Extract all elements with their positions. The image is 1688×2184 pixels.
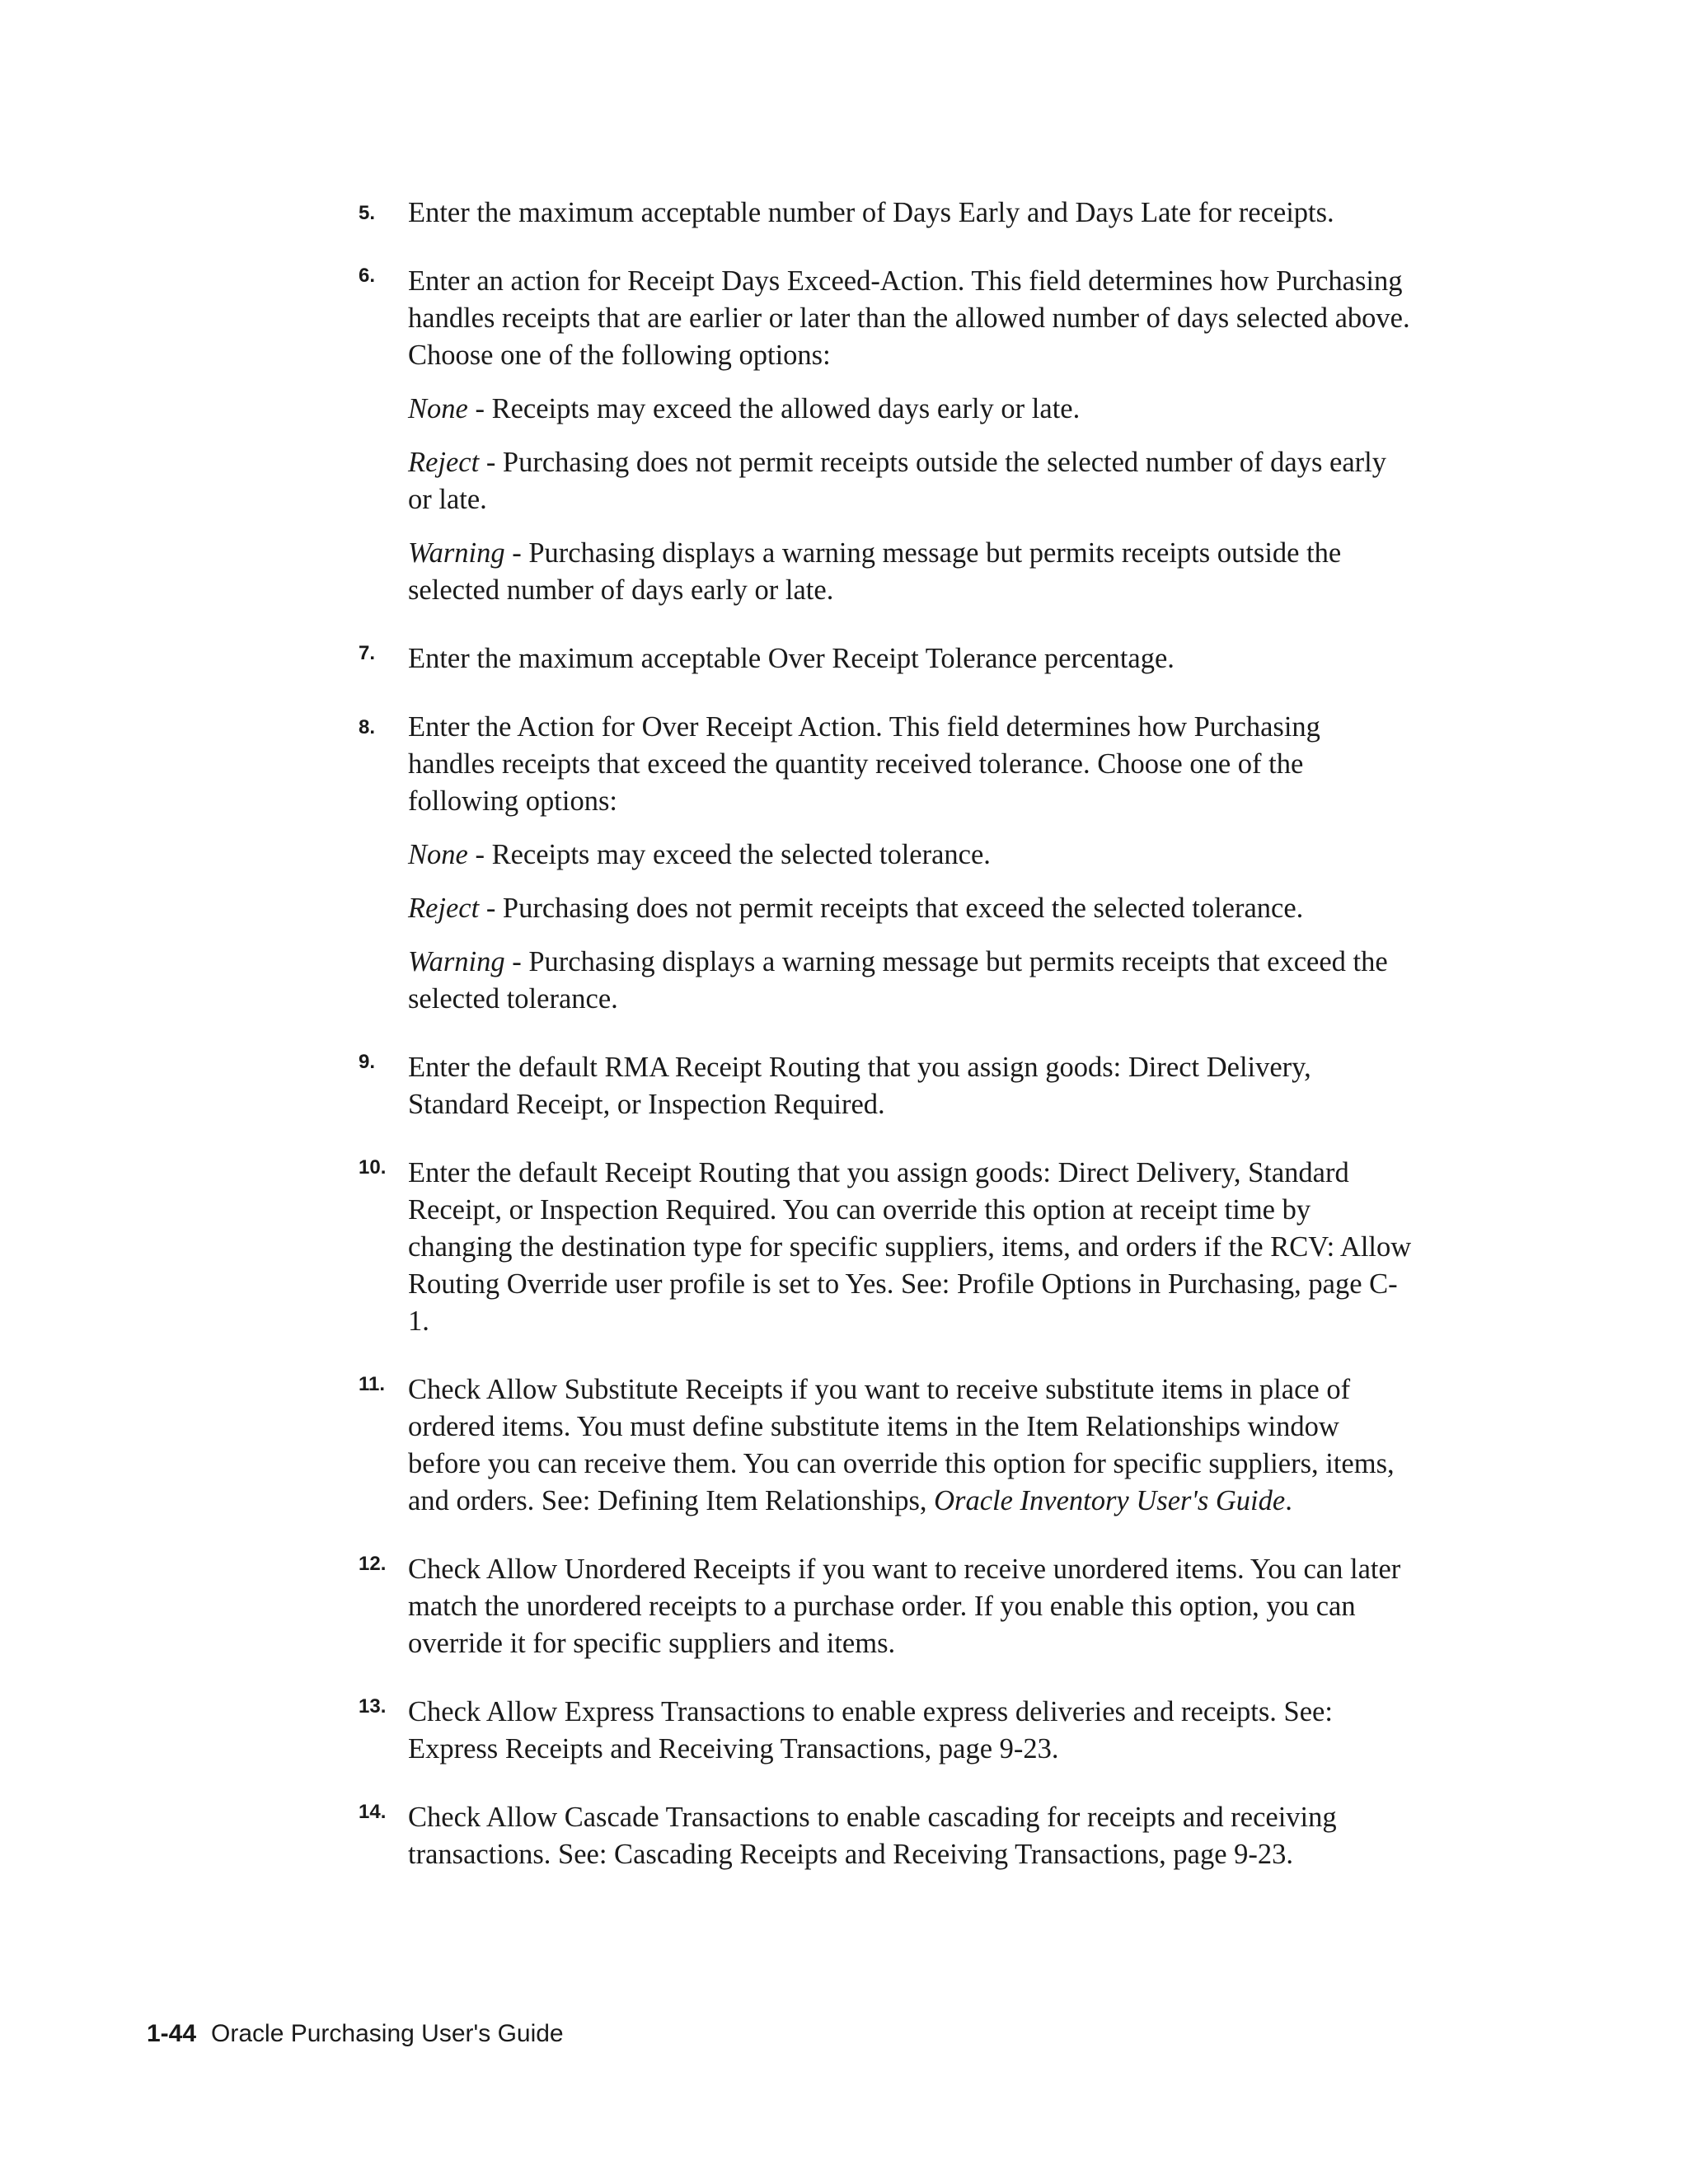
step-14 [359,1799,1414,1873]
step-7 [359,640,1414,677]
option-warning [408,535,1414,609]
step-text: Enter the maximum acceptable number of Days Early and Days Late for receipts. [408,197,1334,228]
step-12 [359,1551,1414,1662]
step-6 [359,263,1414,609]
step-number: 9. [359,1051,376,1073]
step-number: 7. [359,642,376,664]
step-text: Enter an action for Receipt Days Exceed-Action. This field determines how Purchasing handles receipts that are earlier or later than the allowed number of days selected above. Choose one of the following options: [408,265,1410,371]
page-footer [147,2019,564,2049]
option-reject [408,444,1414,518]
step-5 [359,194,1414,232]
option-desc: - Purchasing does not permit receipts outside the selected number of days early or late. [408,447,1386,515]
step-text-body: Check Allow Substitute Receipts if you want to receive substitute items in place of ordered items. You must define substitute items in the Item Relationships window before you can receive them. You can override this option for specific suppliers, items, and orders. See: Defining Item Relationships, [408,1374,1395,1516]
step-9 [359,1049,1414,1123]
step-text: Enter the Action for Over Receipt Action. This field determines how Purchasing handles receipts that exceed the quantity received tolerance. Choose one of the following options: [408,711,1320,817]
option-term: Warning [408,946,505,977]
step-13 [359,1694,1414,1768]
step-8 [359,709,1414,1018]
step-text: Enter the default RMA Receipt Routing that you assign goods: Direct Delivery, Standard Receipt, or Inspection Required. [408,1052,1311,1120]
step-text: Enter the maximum acceptable Over Receipt Tolerance percentage. [408,643,1175,674]
procedure-steps [359,194,1414,1873]
option-none [408,837,1414,874]
option-term: None [408,839,468,870]
footer-book-title: Oracle Purchasing User's Guide [211,2020,564,2047]
step-11 [359,1371,1414,1520]
option-term: Reject [408,893,480,924]
step-number: 12. [359,1553,387,1575]
step-number: 5. [359,202,376,224]
option-desc: - Receipts may exceed the allowed days early or late. [467,393,1081,424]
step-text: Check Allow Cascade Transactions to enable cascading for receipts and receiving transactions. See: Cascading Receipts and Receiving Transactions, page 9-23. [408,1802,1337,1870]
option-desc: - Purchasing displays a warning message but permits receipts outside the selected number of days early or late. [408,537,1342,606]
step-text: Check Allow Express Transactions to enable express deliveries and receipts. See: Express Receipts and Receiving Transactions, page 9-23. [408,1696,1333,1765]
step-10 [359,1155,1414,1340]
step-text [408,1371,1414,1520]
step-number: 11. [359,1373,386,1395]
option-warning [408,944,1414,1018]
option-desc: - Receipts may exceed the selected tolerance. [467,839,991,870]
step-number: 8. [359,716,376,738]
footer-page-number: 1-44 [147,2020,197,2047]
option-desc: - Purchasing does not permit receipts that exceed the selected tolerance. [479,893,1304,924]
step-text: Check Allow Unordered Receipts if you want to receive unordered items. You can later match the unordered receipts to a purchase order. If you enable this option, you can override it for specific suppliers and items. [408,1554,1401,1659]
step-text: Enter the default Receipt Routing that you assign goods: Direct Delivery, Standard Receipt, or Inspection Required. You can override this option at receipt time by changing the destination type for specific suppliers, items, and orders if the RCV: Allow Routing Override user profile is set to Yes. See: Profile Options in Purchasing, page C-1. [408,1157,1412,1337]
option-term: Warning [408,537,505,569]
option-reject [408,890,1414,927]
option-desc: - Purchasing displays a warning message but permits receipts that exceed the selected tolerance. [408,946,1388,1015]
step-text-tail: . [1285,1485,1292,1516]
step-number: 10. [359,1156,387,1179]
step-number: 14. [359,1801,387,1823]
step-number: 6. [359,265,376,287]
book-reference: Oracle Inventory User's Guide [934,1485,1286,1516]
option-term: None [408,393,468,424]
option-term: Reject [408,447,480,478]
step-number: 13. [359,1695,387,1718]
option-none [408,391,1414,428]
